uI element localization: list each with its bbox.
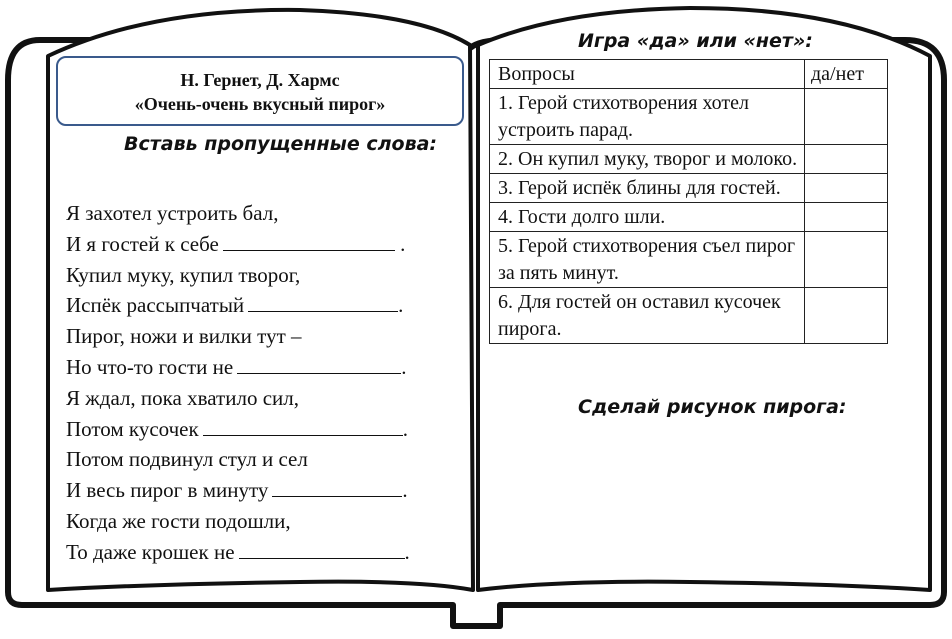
blank-line[interactable] <box>239 540 405 559</box>
answer-cell[interactable] <box>805 174 888 203</box>
line-end-punctuation: . <box>404 539 410 564</box>
table-row <box>490 145 888 174</box>
answer-cell[interactable] <box>805 288 888 344</box>
poem-line-text: То даже крошек не <box>66 539 235 564</box>
poem-line-text: Испёк рассыпчатый <box>66 293 245 318</box>
authors: Н. Гернет, Д. Хармс <box>180 70 340 90</box>
line-end-punctuation: . <box>398 293 404 318</box>
line-end-punctuation: . <box>402 416 408 441</box>
fill-in-heading: Вставь пропущенные слова: <box>124 133 438 155</box>
answer-cell[interactable] <box>805 232 888 288</box>
question-cell: 1. Герой стихотворения хотел устроить парад. <box>490 89 805 145</box>
poem-line-text: И весь пирог в минуту <box>66 478 269 503</box>
poem-line-text: Но что-то гости не <box>66 354 234 379</box>
poem-line-text: Пирог, ножи и вилки тут – <box>66 324 302 349</box>
answer-cell[interactable] <box>805 145 888 174</box>
table-row <box>490 89 888 145</box>
table-header-row <box>490 60 888 89</box>
work-title: «Очень-очень вкусный пирог» <box>134 94 386 114</box>
poem-line <box>66 414 410 445</box>
poem-line-text: Потом подвинул стул и сел <box>66 447 308 472</box>
poem-line-text: Я захотел устроить бал, <box>66 201 279 225</box>
blank-line[interactable] <box>223 232 395 251</box>
answer-cell[interactable] <box>805 203 888 232</box>
blank-line[interactable] <box>203 417 403 436</box>
poem <box>66 198 410 568</box>
questions-column-header: Вопросы <box>490 60 805 89</box>
poem-line-text: Когда же гости подошли, <box>66 508 291 533</box>
poem-line <box>66 290 410 321</box>
poem-line <box>66 475 410 506</box>
poem-line <box>66 383 410 414</box>
table-row <box>490 232 888 288</box>
poem-line <box>66 229 410 260</box>
table-row <box>490 288 888 344</box>
poem-line <box>66 198 410 229</box>
answer-cell[interactable] <box>805 89 888 145</box>
line-end-punctuation: . <box>402 478 408 503</box>
line-end-punctuation: . <box>394 231 406 256</box>
blank-line[interactable] <box>237 355 401 374</box>
poem-line <box>66 444 410 475</box>
question-cell: 5. Герой стихотворения съел пирог за пять минут. <box>490 232 805 288</box>
question-cell: 2. Он купил муку, творог и молоко. <box>490 145 805 174</box>
poem-line <box>66 537 410 568</box>
poem-line <box>66 352 410 383</box>
poem-line-text: Потом кусочек <box>66 416 199 441</box>
question-cell: 6. Для гостей он оставил кусочек пирога. <box>490 288 805 344</box>
poem-line <box>66 506 410 537</box>
yes-no-heading: Игра «да» или «нет»: <box>578 30 813 52</box>
table-row <box>490 203 888 232</box>
poem-line <box>66 321 410 352</box>
question-cell: 4. Гости долго шли. <box>490 203 805 232</box>
question-cell: 3. Герой испёк блины для гостей. <box>490 174 805 203</box>
answer-column-header: да/нет <box>805 60 888 89</box>
poem-line <box>66 260 410 291</box>
poem-line-text: Купил муку, купил творог, <box>66 262 301 287</box>
line-end-punctuation: . <box>401 354 407 379</box>
title-box <box>56 56 464 126</box>
poem-line-text: И я гостей к себе <box>66 231 219 256</box>
blank-line[interactable] <box>272 478 402 497</box>
draw-heading: Сделай рисунок пирога: <box>578 396 847 418</box>
table-row <box>490 174 888 203</box>
yes-no-table <box>489 59 888 344</box>
blank-line[interactable] <box>248 293 398 312</box>
poem-line-text: Я ждал, пока хватило сил, <box>66 385 299 410</box>
